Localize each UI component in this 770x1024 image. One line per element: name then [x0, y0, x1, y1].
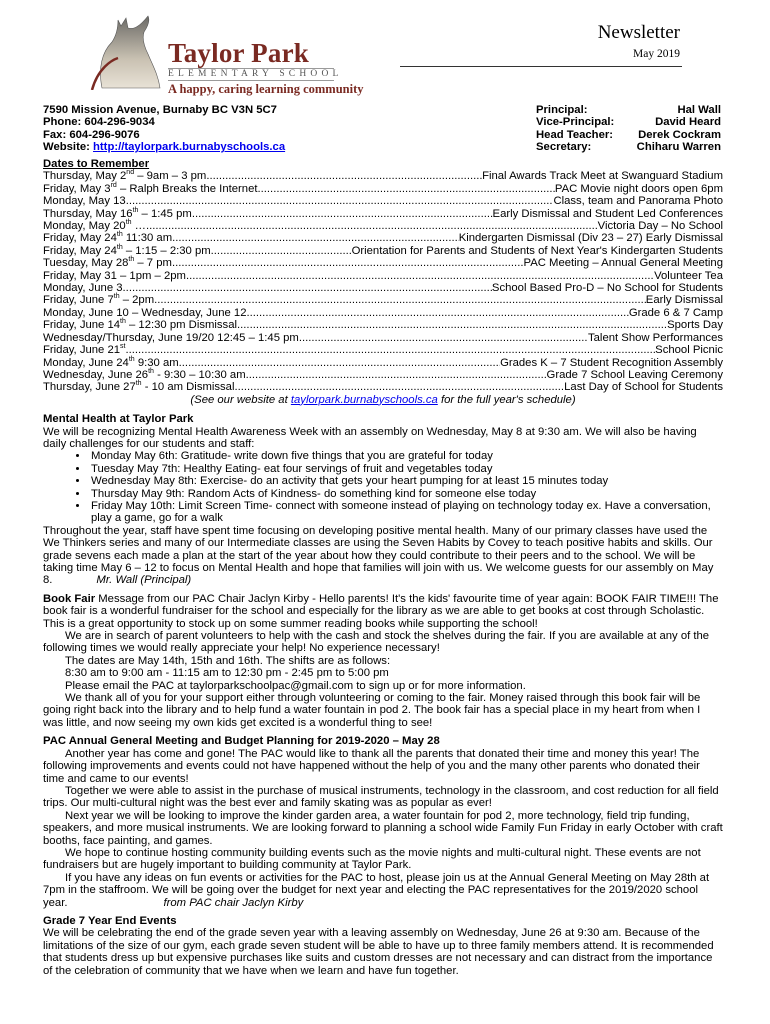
date-time: – 7 pm [134, 257, 172, 270]
date-text: Thursday, June 27 [43, 381, 136, 394]
date-ordinal: th [128, 256, 135, 264]
book-fair-p3: The dates are May 14th, 15th and 16th. The shifts are as follows: [65, 654, 391, 667]
fax-number: Fax: 604-296-9076 [43, 128, 140, 141]
phone-number: Phone: 604-296-9034 [43, 116, 155, 129]
dot-leader [123, 282, 492, 294]
date-label [43, 381, 234, 393]
event-description: Volunteer Tea [654, 269, 723, 282]
challenge-item: • Wednesday May 8th: Exercise- do an activity that gets your heart pumping for at least 15 minutes today [89, 475, 723, 487]
challenge-item: • Monday May 6th: Gratitude- write down five things that you are grateful for today [89, 450, 723, 462]
date-label [43, 170, 206, 182]
dot-leader [172, 232, 459, 244]
staff-name: Chiharu Warren [636, 141, 721, 154]
date-text: Thursday, May 16 [43, 207, 133, 220]
date-row [43, 319, 723, 331]
staff-name: David Heard [655, 116, 721, 129]
staff-role: Vice-Principal: [536, 116, 615, 129]
dot-leader [246, 307, 628, 319]
logo-divider-lower [168, 80, 334, 81]
date-text: Thursday, May 2 [43, 170, 127, 183]
mental-health-intro: We will be recognizing Mental Health Awareness Week with an assembly on Wednesday, May 8 at 9:30 am. We will also be having daily challenges for our students and staff: [43, 425, 697, 450]
mental-health-body [43, 525, 723, 587]
staff-name: Hal Wall [677, 104, 721, 116]
date-row [43, 270, 723, 282]
staff-row [536, 116, 721, 128]
date-text: Friday, May 24 [43, 232, 117, 245]
dot-leader [146, 220, 598, 232]
date-text: Tuesday, May 28 [43, 257, 129, 270]
date-row [43, 195, 723, 207]
event-description: School Based Pro-D – No School for Students [491, 282, 723, 295]
event-description: Orientation for Parents and Students of Next Year's Kindergarten Students [351, 244, 723, 257]
date-text: Monday, May 20 [43, 220, 126, 233]
pac-p5 [43, 872, 723, 909]
date-label [43, 307, 246, 319]
schedule-website-link[interactable]: taylorpark.burnabyschools.ca [290, 393, 438, 406]
dot-leader [172, 257, 524, 269]
date-label [43, 369, 246, 381]
book-fair-p2: We are in search of parent volunteers to help with the cash and stock the shelves during the fair. If you are available at any of the following times we would really appreciate your help! No experience necessary! [43, 630, 710, 655]
date-time: … [131, 220, 146, 233]
date-ordinal: rd [110, 182, 117, 190]
event-description: Last Day of School for Students [564, 381, 723, 394]
date-text: Monday, June 24 [43, 356, 129, 369]
date-ordinal: st [120, 343, 126, 351]
event-description: Early Dismissal [645, 294, 723, 307]
date-time: – 1:45 pm [138, 207, 192, 220]
pac-signature: from PAC chair Jaclyn Kirby [163, 896, 304, 909]
date-label [43, 282, 123, 294]
date-time: - 10 am Dismissal [141, 381, 235, 394]
dates-title: Dates to Remember [43, 158, 150, 170]
book-fair-p1 [43, 593, 723, 630]
date-ordinal: th [132, 206, 139, 214]
date-time: – 12:30 pm Dismissal [125, 319, 238, 332]
event-description: Victoria Day – No School [597, 220, 723, 233]
date-row [43, 344, 723, 356]
date-ordinal: nd [126, 169, 135, 177]
pac-p5-text: If you have any ideas on fun events or activities for the PAC to host, please join us at the Annual General Meeting on May 28th at 7pm in the staffroom. We will be going over the budget for next year and electing the PAC representatives for the 2019/2020 school year. [43, 871, 710, 909]
pac-title: PAC Annual General Meeting and Budget Planning for 2019-2020 – May 28 [43, 735, 440, 748]
dot-leader [126, 195, 554, 207]
date-label [43, 270, 186, 282]
staff-name: Derek Cockram [638, 128, 721, 141]
note-before: (See our website at [190, 393, 291, 406]
dot-leader [234, 381, 564, 393]
staff-row [536, 129, 721, 141]
event-description: School Picnic [655, 344, 723, 357]
pac-p3: Next year we will be looking to improve the kinder garden area, a water fountain for pod 2, more technology, field trip funding, speakers, and more musical instruments. We are looking forward to planning a school wide Family Fun Friday in early October with craft booths, face painting, and games. [43, 809, 723, 847]
mental-health-challenges [43, 450, 723, 524]
staff-role: Secretary: [536, 141, 592, 154]
date-label [43, 357, 179, 369]
date-time: – 9am – 3 pm [134, 170, 207, 183]
date-text: Friday, June 21 [43, 344, 121, 357]
dot-leader [299, 332, 588, 344]
event-description: Early Dismissal and Student Led Conferences [492, 207, 723, 220]
date-row [43, 257, 723, 269]
newsletter-title: Newsletter [597, 22, 680, 43]
date-ordinal: th [135, 380, 142, 388]
dot-leader [211, 245, 352, 257]
mental-health-body-text: Throughout the year, staff have spent time focusing on developing positive mental health. Many of our primary classes have used the We Thinkers series and many of our Intermediate classes are using the Seven Habits by Covey to teach positive habits and skills. Our grade sevens each made a plan at the start of the year about how they could contribute to their peers and to the school. We will be taking time May 6 – 12 to focus on Mental Health and hope that families will join with us. We welcome guests for our assembly on May 8. [43, 524, 714, 587]
date-label [43, 232, 172, 244]
date-row [43, 170, 723, 182]
date-row [43, 220, 723, 232]
pac-p4: We hope to continue hosting community building events such as the movie nights and multi-cultural night. These events are not fundraisers but are hugely important to building community at Taylor Park. [43, 846, 701, 872]
date-time: - 9:30 – 10:30 am [153, 368, 246, 381]
book-fair-p6: We thank all of you for your support either through volunteering or coming to the fair. Money raised through this book fair will be going right back into the library and to help fund a water fountain in pod 2. The book fair has a special place in my heart from when I was little, and now seeing my own kids get excited is a wonderful thing to see! [43, 692, 701, 729]
contact-block [43, 104, 723, 154]
event-description: Talent Show Performances [588, 331, 723, 344]
event-description: Grades K – 7 Student Recognition Assembly [500, 356, 723, 369]
staff-list [536, 104, 721, 154]
date-row [43, 282, 723, 294]
event-description: Grade 6 & 7 Camp [628, 306, 723, 319]
event-description: Kindergarten Dismissal (Div 23 – 27) Early Dismissal [458, 232, 723, 245]
date-row [43, 332, 723, 344]
schedule-note [43, 394, 723, 406]
date-ordinal: th [125, 219, 132, 227]
dot-leader [125, 344, 655, 356]
date-time: 11:30 am [122, 232, 173, 245]
date-text: Monday, June 3 [43, 282, 123, 295]
dot-leader [154, 294, 646, 306]
newsletter-content [43, 104, 723, 977]
date-row [43, 183, 723, 195]
date-row [43, 245, 723, 257]
event-description: Final Awards Track Meet at Swanguard Stadium [482, 170, 723, 183]
date-label [43, 257, 172, 269]
date-text: Monday, June 10 – Wednesday, June 12 [43, 306, 247, 319]
date-row [43, 294, 723, 306]
date-text: Friday, June 14 [43, 319, 121, 332]
principal-signature: Mr. Wall (Principal) [96, 574, 192, 587]
date-ordinal: th [148, 368, 154, 376]
date-ordinal: th [116, 244, 123, 252]
book-fair-title: Book Fair [43, 592, 96, 605]
street-address: 7590 Mission Avenue, Burnaby BC V3N 5C7 [43, 104, 277, 116]
website-label: Website: [43, 141, 94, 154]
staff-row [536, 104, 721, 116]
staff-row [536, 141, 721, 153]
dot-leader [206, 170, 482, 182]
date-ordinal: th [116, 231, 123, 239]
grade7-title: Grade 7 Year End Events [43, 914, 177, 927]
staff-role: Head Teacher: [536, 128, 614, 141]
dot-leader [192, 208, 493, 220]
school-subtitle: ELEMENTARY SCHOOL [168, 69, 343, 79]
mental-health-title: Mental Health at Taylor Park [43, 413, 194, 426]
date-label [43, 208, 192, 220]
website-link[interactable]: http://taylorpark.burnabyschools.ca [93, 141, 286, 154]
pac-p2: Together we were able to assist in the purchase of musical instruments, technology in the classroom, and cost reduction for all field trips. Our multi-cultural night was the best ever and family skating was as popular as ever! [43, 784, 719, 810]
date-text: Wednesday, June 26 [43, 368, 149, 381]
date-text: Friday, May 3 [43, 182, 111, 195]
note-after: for the full year's schedule) [437, 393, 576, 406]
date-text: Friday, May 24 [43, 244, 117, 257]
dates-list [43, 170, 723, 393]
date-label [43, 332, 299, 344]
date-text: Friday, June 7 [43, 294, 114, 307]
challenge-item: • Friday May 10th: Limit Screen Time- connect with someone instead of playing on technology today ex. Have a conversation, play a game, go for a walk [89, 500, 723, 525]
event-description: Sports Day [667, 319, 723, 332]
date-row [43, 307, 723, 319]
dot-leader [179, 357, 500, 369]
date-time: – 2pm [119, 294, 155, 307]
dot-leader [186, 270, 654, 282]
date-time: – 1:15 – 2:30 pm [122, 244, 211, 257]
book-fair-intro: Message from our PAC Chair Jaclyn Kirby - Hello parents! It's the kids' favourite time of year again: BOOK FAIR TIME!!! The book fair is a wonderful fundraiser for the school and especially for the library as we are able to get books at cost through Scholastic. This is a great opportunity to stock up on some summer reading books while supporting the school! [43, 592, 719, 630]
book-fair-shifts: 8:30 am to 9:00 am - 11:15 am to 12:30 pm - 2:45 pm to 5:00 pm [65, 667, 389, 680]
date-label [43, 319, 237, 331]
school-address [43, 104, 285, 154]
date-time: 9:30 am [134, 356, 179, 369]
date-label [43, 344, 125, 356]
date-time: – Ralph Breaks the Internet [116, 182, 258, 195]
challenge-item: • Tuesday May 7th: Healthy Eating- eat four servings of fruit and vegetables today [89, 463, 723, 475]
date-label [43, 220, 146, 232]
wolf-logo-icon [88, 8, 168, 90]
dot-leader [246, 369, 547, 381]
school-name: Taylor Park [168, 38, 309, 68]
event-description: Class, team and Panorama Photo [553, 195, 723, 208]
date-text: Wednesday/Thursday, June 19/20 12:45 – 1:45 pm [43, 331, 299, 344]
date-ordinal: th [113, 293, 120, 301]
date-label [43, 294, 154, 306]
school-tagline: A happy, caring learning community [168, 82, 364, 96]
book-fair-p5: Please email the PAC at taylorparkschoolpac@gmail.com to sign up or for more information. [65, 679, 526, 692]
date-row [43, 208, 723, 220]
date-row [43, 357, 723, 369]
date-row [43, 381, 723, 393]
dot-leader [258, 183, 555, 195]
issue-date: May 2019 [633, 48, 680, 60]
date-text: Friday, May 31 – 1pm – 2pm [43, 269, 186, 282]
challenge-item: • Thursday May 9th: Random Acts of Kindness- do something kind for someone else today [89, 488, 723, 500]
date-label [43, 195, 126, 207]
event-description: Grade 7 School Leaving Ceremony [546, 368, 723, 381]
dot-leader [237, 319, 667, 331]
header-divider [400, 66, 682, 67]
date-row [43, 369, 723, 381]
date-label [43, 245, 211, 257]
event-description: PAC Movie night doors open 6pm [554, 182, 723, 195]
date-text: Monday, May 13 [43, 195, 126, 208]
date-ordinal: th [128, 355, 135, 363]
staff-role: Principal: [536, 104, 588, 116]
date-ordinal: th [120, 318, 126, 326]
website-line [43, 141, 285, 153]
pac-p1: Another year has come and gone! The PAC would like to thank all the parents that donated their time and money this year! The following improvements and events could not have happened without the help of you and the many other parents who donated their time and came to our events! [43, 747, 700, 785]
grade7-p1: We will be celebrating the end of the grade seven year with a leaving assembly on Wednesday, June 26 at 9:30 am. Because of the limitations of the size of our gym, each grade seven student will be able to have up to three family members attend. It is recommended that students dress up but expensive purchases like suits and custom dresses are not necessary and can distract from the importance of the celebration of community that we have when we learn and have fun together. [43, 927, 714, 977]
date-row [43, 232, 723, 244]
date-label [43, 183, 258, 195]
event-description: PAC Meeting – Annual General Meeting [523, 257, 723, 270]
